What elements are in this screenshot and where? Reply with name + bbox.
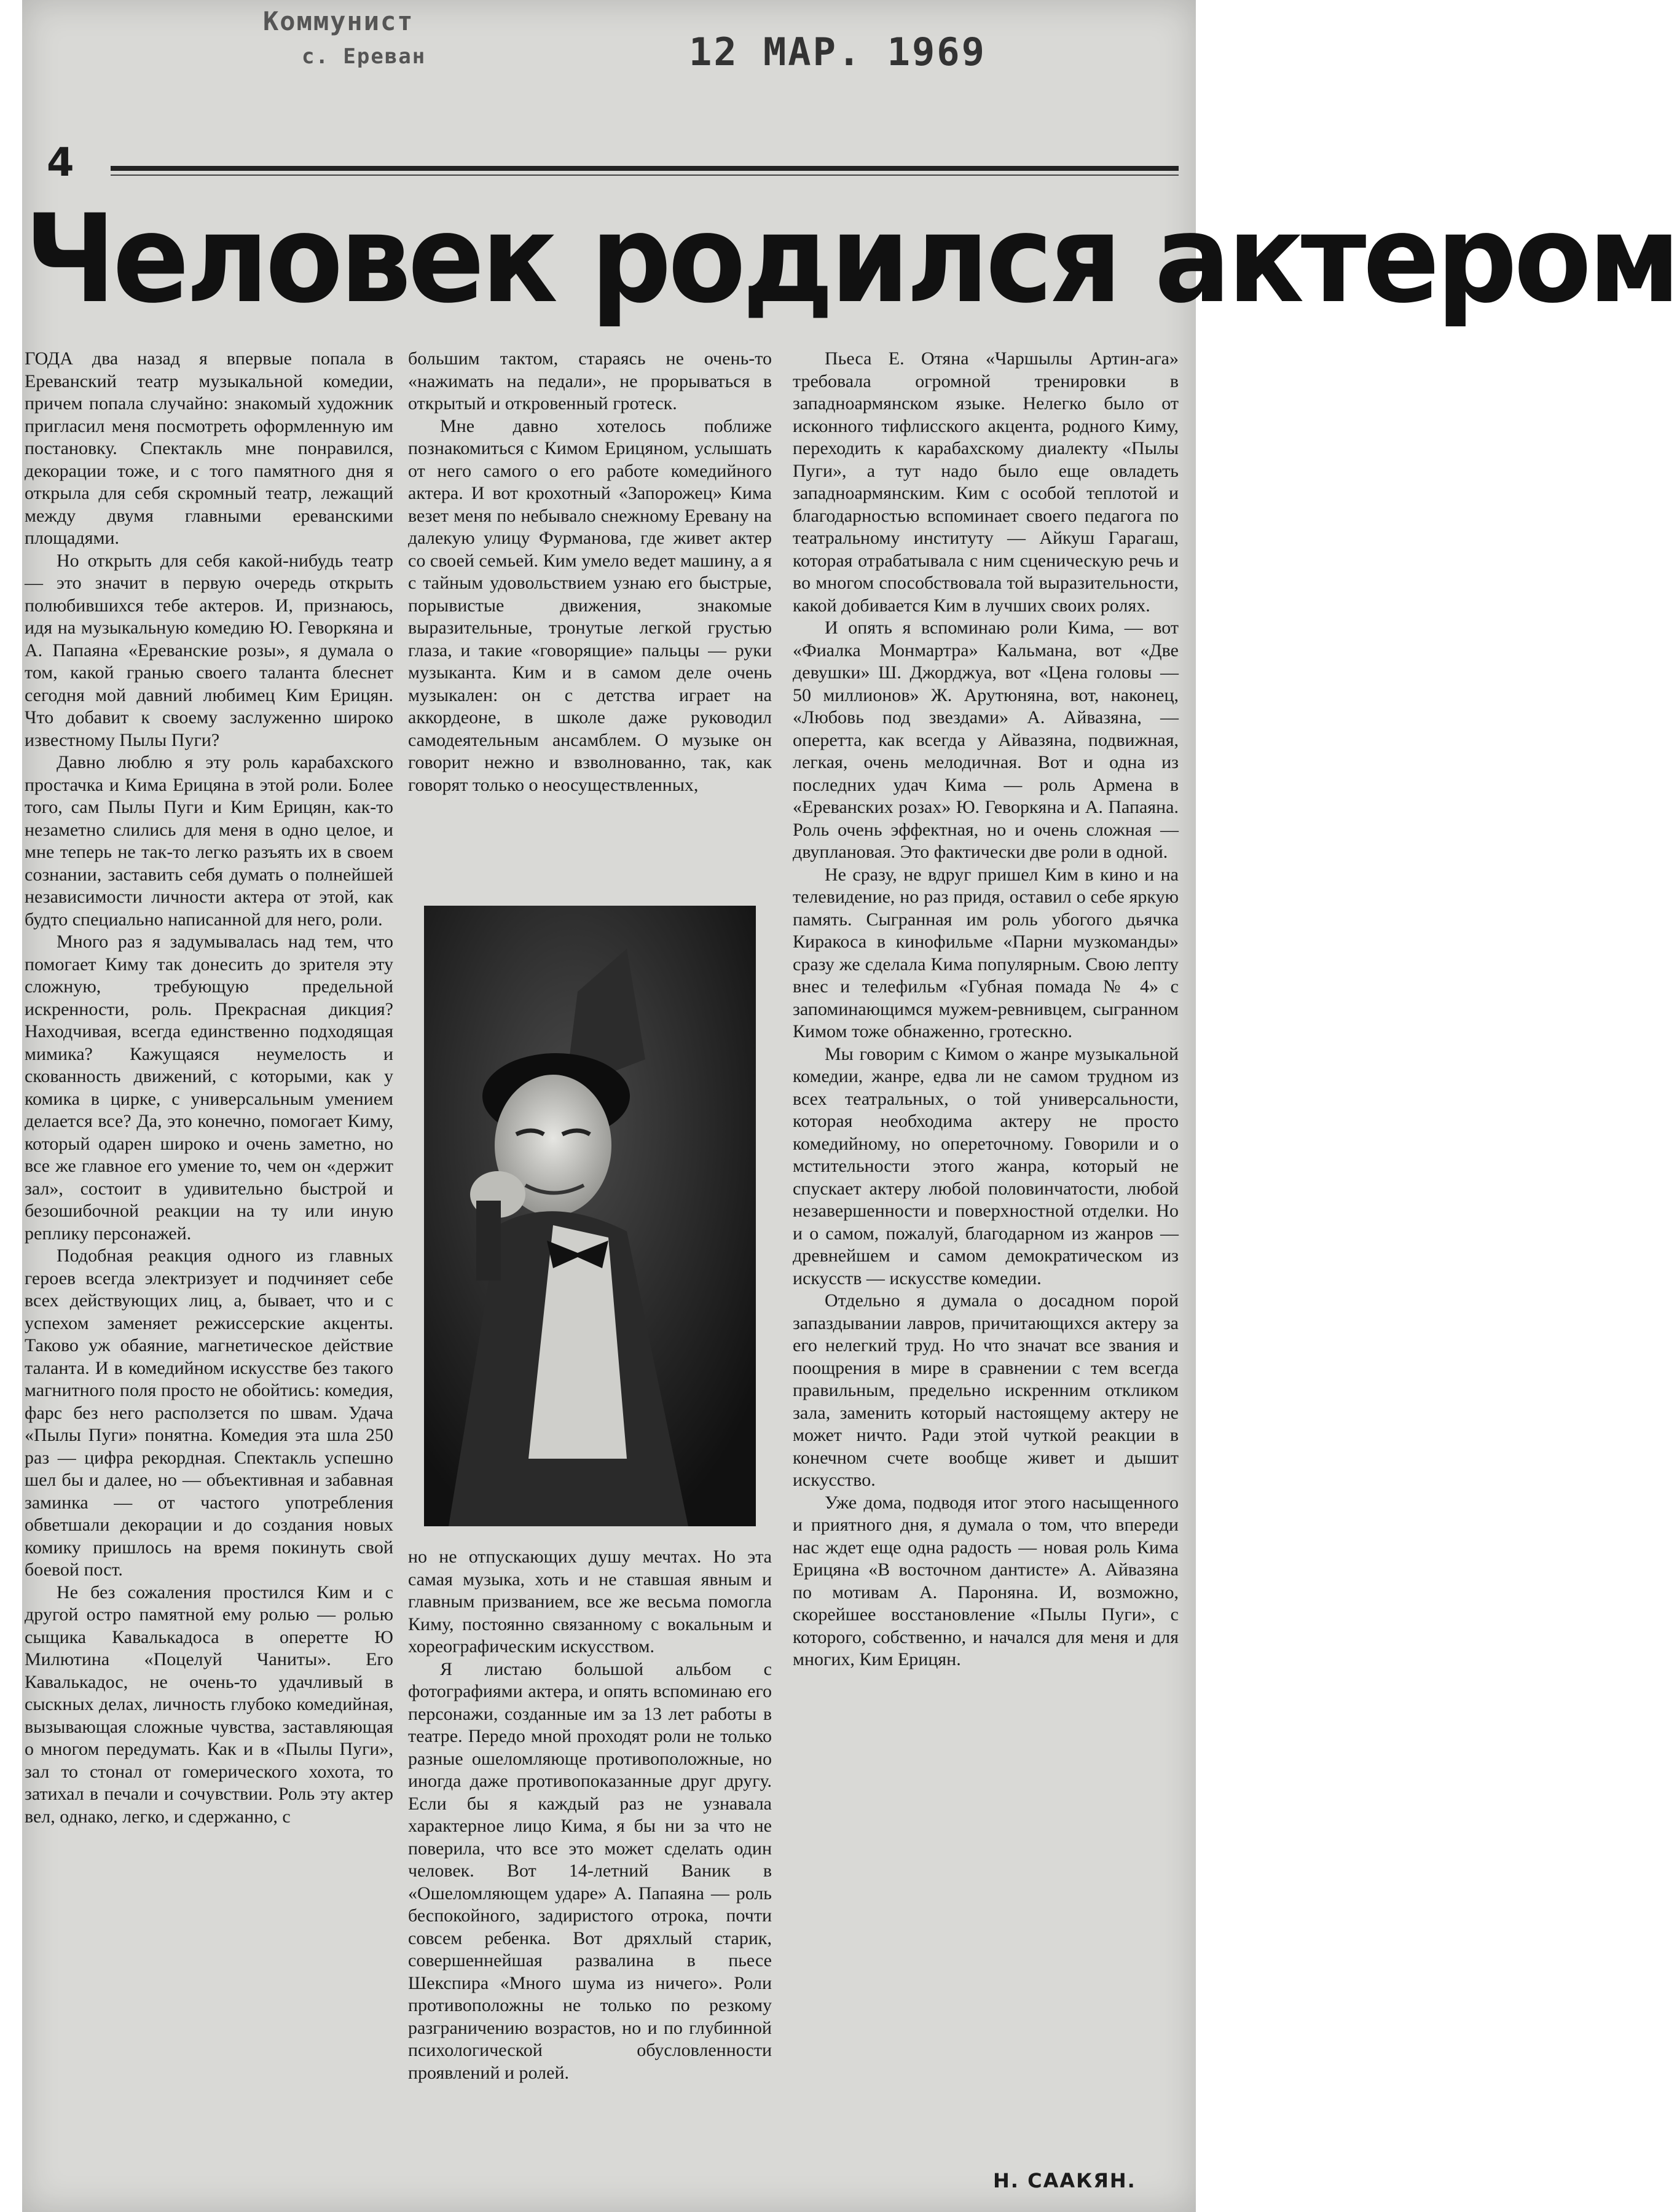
article-column-2-bottom xyxy=(408,1546,772,2203)
paragraph: Не сразу, не вдруг пришел Ким в кино и на телевидение, но раз придя, оставил о себе яркую память. Сыгранная им роль убогого дьячка Киракоса в кинофильме «Парни музкоманды» сразу же сделала Кима популярным. Свою лепту внес и телефильм «Губная помада № 4» с запоминающимся мужем-ревнивцем, сыгранном Кимом тоже обнаженно, гротескно. xyxy=(793,864,1179,1041)
header-rule-thin xyxy=(111,175,1179,176)
paragraph: Отдельно я думала о досадном порой запаздывании лавров, причитающихся актеру за его нелегкий труд. Но что значат все звания и поощрения в мире в сравнении с тем всегда правильным, предельно искренним откликом зала, заменить который настоящему актеру не может ничто. Ради этой чуткой реакции в конечном счете вообще живет и дышит искусство. xyxy=(793,1290,1179,1490)
paragraph: Много раз я задумывалась над тем, что помогает Киму так донесить до зрителя эту сложную, требующую предельной искренности, роль. Прекрасная дикция? Находчивая, всегда единственно подходящая мимика? Кажущаяся неумелость и скованность движений, с которыми, как у комика в цирке, с универсальным умением делается все? Да, это конечно, помогает Киму, который одарен широко и очень заметно, но все же главное его умение то, чем он «держит зал», состоит в удивительно быстрой и безошибочной реакции на ту или иную реплику персонажей. xyxy=(25,931,393,1244)
article-column-1 xyxy=(25,348,393,2191)
paragraph: Давно люблю я эту роль карабахского простачка и Кима Ерицяна в этой роли. Более того, сам Пылы Пуги и Ким Ерицян, как-то незаметно слились для меня в одно целое, и мне теперь не так-то легко разъять их в своем сознании, заставить себя думать о полнейшей независимости личности актера от этой, как будто специально написанной для него, роли. xyxy=(25,752,393,930)
paragraph: Не без сожаления простился Ким и с другой остро памятной ему ролью — ролью сыщика Кавалькадоса в оперетте Ю Милютина «Поцелуй Чаниты». Его Кавалькадос, не очень-то удачливый в сыскных делах, личность глубоко комедийная, вызывающая сложные чувства, заставляющая о многом передумать. Как и в «Пылы Пуги», зал то стонал от гомерического хохота, то затихал в печали и сочувствии. Роль эту актер вел, однако, легко, и сдержанно, с xyxy=(25,1582,393,1827)
paragraph: Уже дома, подводя итог этого насыщенного и приятного дня, я думала о том, что впереди нас ждет еще одна радость — новая роль Кима Ерицяна «В восточном дантисте» А. Айвазяна по мотивам А. Пароняна. И, возможно, скорейшее восстановление «Пылы Пуги», с которого, собственно, и начался для меня и для многих, Ким Ерицян. xyxy=(793,1492,1179,1669)
paragraph: большим тактом, стараясь не очень-то «нажимать на педали», не прорываться в открытый и откровенный гротеск. xyxy=(408,348,772,414)
page-number: 4 xyxy=(47,140,74,186)
city-stamp: с. Ереван xyxy=(302,44,426,69)
paragraph: ГОДА два назад я впервые попала в Ереванский театр музыкальной комедии, причем попала случайно: знакомый художник пригласил меня посмотреть оформленную им постановку. Спектакль мне понравился, декорации тоже, и с того памятного дня я открыла для себя скромный театр, лежащий между двумя главными ереванскими площадями. xyxy=(25,348,393,548)
newspaper-name-stamp: Коммунист xyxy=(263,6,414,36)
article-headline: Человек родился актером xyxy=(25,188,1677,330)
author-byline: Н. СААКЯН. xyxy=(993,2169,1136,2192)
paragraph: Мне давно хотелось поближе познакомиться с Кимом Ерицяном, услышать от него самого о его работе комедийного актера. И вот крохотный «Запорожец» Кима везет меня по небывало снежному Еревану на далекую улицу Фурманова, где живет актер со своей семьей. Ким умело ведет машину, а я с тайным удовольствием узнаю его быстрые, порывистые движения, знакомые выразительные, тронутые легкой грустью глаза, и такие «говорящие» пальцы — руки музыканта. Ким и в самом деле очень музыкален: он с детства играет на аккордеоне, в школе даже руководил самодеятельным ансамблем. О музыке он говорит нежно и взволнованно, так, как говорят только о неосуществленных, xyxy=(408,415,772,795)
paragraph: И опять я вспоминаю роли Кима, — вот «Фиалка Монмартра» Кальмана, вот «Две девушки» Ш. Джорджуа, вот «Цена головы — 50 миллионов» Ж. Арутюняна, вот, наконец, «Любовь под звездами» А. Айвазяна, — оперетта, как всегда у Айвазяна, подвижная, легкая, очень мелодичная. Вот и одна из последних удач Кима — роль Армена в «Ереванских розах» Ю. Геворкяна и А. Папаяна. Роль очень эффектная, но и очень сложная — двуплановая. Это фактически две роли в одной. xyxy=(793,618,1179,862)
article-column-3 xyxy=(793,348,1179,2148)
actor-photo xyxy=(424,906,756,1526)
paragraph: Пьеса Е. Отяна «Чаршылы Артин-ага» требовала огромной тренировки в западноармянском языке. Нелегко было от исконного тифлисского акцента, родного Киму, переходить к карабахскому диалекту «Пылы Пуги», а тут надо было еще овладеть западноармянским. Ким с особой теплотой и благодарностью вспоминает своего педагога по театральному институту — Айкуш Гарагаш, которая отрабатывала с ним сценическую речь и во многом способствовала той выразительности, какой добивается Ким в лучших своих ролях. xyxy=(793,348,1179,616)
actor-photo-illustration xyxy=(424,906,756,1526)
article-column-2-top xyxy=(408,348,772,904)
date-stamp: 12 МАР. 1969 xyxy=(689,29,986,74)
paragraph: Но открыть для себя какой-нибудь театр — это значит в первую очередь открыть полюбившихся тебе актеров. И, признаюсь, идя на музыкальную комедию Ю. Геворкяна и А. Папаяна «Ереванские розы», я думала о том, какой гранью своего таланта блеснет сегодня мой давний любимец Ким Ерицян. Что добавит к своему заслуженно широко известному Пылы Пуги? xyxy=(25,550,393,750)
paragraph: Мы говорим с Кимом о жанре музыкальной комедии, жанре, едва ли не самом трудном из всех театральных, о той универсальности, которая необходима актеру не просто комедийному, но опереточному. Говорили и о мстительности этого жанра, который не спускает актеру любой половинчатости, любой незавершенности и поверхностной отделки. Но и о самом, пожалуй, благодарном из жанров — древнейшем и самом демократическом из искусств — искусстве комедии. xyxy=(793,1043,1179,1288)
header-rule xyxy=(111,166,1179,171)
paragraph: Я листаю большой альбом с фотографиями актера, и опять вспоминаю его персонажи, созданные им за 13 лет работы в театре. Передо мной проходят роли не только разные ошеломляюще противоположные, но иногда даже противопоказанные друг другу. Если бы я каждый раз не узнавала характерное лицо Кима, я бы ни за что не поверила, что все это может сделать один человек. Вот 14-летний Ваник в «Ошеломляющем ударе» А. Папаяна — роль беспокойного, задиристого отрока, почти совсем ребенка. Вот дряхлый старик, совершеннейшая развалина в пьесе Шекспира «Много шума из ничего». Роли противоположны не только по резкому разграничению возрастов, но и по глубинной психологической обусловленности проявлений и ролей. xyxy=(408,1658,772,2083)
paragraph: Подобная реакция одного из главных героев всегда электризует и подчиняет себе всех действующих лиц, а, бывает, что и с успехом заменяет режиссерские акценты. Таково уж обаяние, магнетическое действие таланта. И в комедийном искусстве без такого магнитного поля просто не обойтись: комедия, фарс без него расползется по швам. Удача «Пылы Пуги» понятна. Комедия эта шла 250 раз — цифра рекордная. Спектакль успешно шел бы и далее, но — объективная и забавная заминка — от частого употребления обветшали декорации и до создания новых комику пришлось на время покинуть свой боевой пост. xyxy=(25,1245,393,1580)
paragraph: но не отпускающих душу мечтах. Но эта самая музыка, хоть и не ставшая явным и главным призванием, все же весьма помогла Киму, постоянно связанному с вокальным и хореографическим искусством. xyxy=(408,1547,772,1657)
